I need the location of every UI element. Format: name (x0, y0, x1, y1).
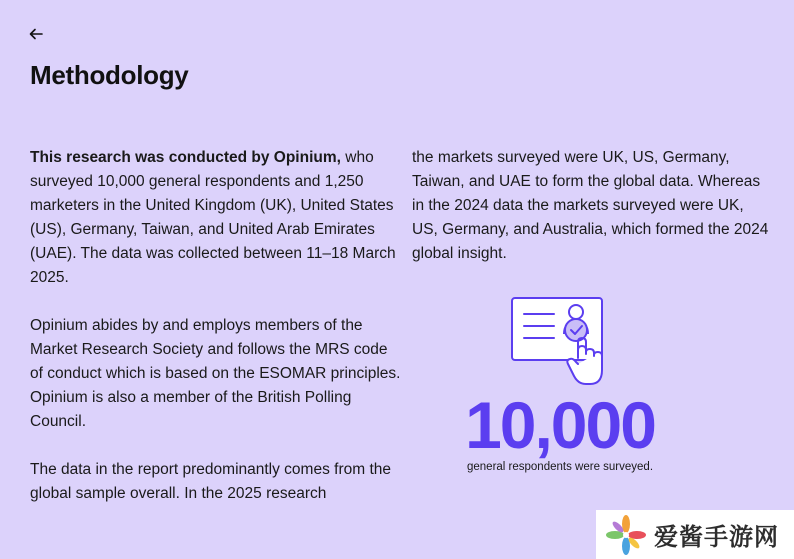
pinwheel-logo-icon (604, 513, 648, 557)
respondent-count: 10,000 (465, 388, 655, 462)
site-watermark (596, 510, 794, 559)
intro-body-text: who surveyed 10,000 general respondents and 1,250 marketers in the United Kingdom (UK), United States (US), Germany, Taiwan, and United Arab Emirates (UAE). The data was collected between 11–18 March 2025. (30, 149, 396, 286)
back-button[interactable] (28, 22, 48, 44)
paragraph-sample-start: The data in the report predominantly comes from the global sample overall. In the 2025 research (30, 461, 391, 502)
paragraph-sample-continued: the markets surveyed were UK, US, Germany, Taiwan, and UAE to form the global data. Whereas in the 2024 data the markets surveyed were UK, US, Germany, and Australia, which formed the 2024 global insight. (412, 149, 769, 262)
methodology-left-column (30, 146, 402, 530)
paragraph-intro (30, 146, 402, 290)
paragraph-opinium-standards: Opinium abides by and employs members of the Market Research Society and follows the MRS code of conduct which is based on the ESOMAR principles. Opinium is also a member of the British Polling Council. (30, 317, 401, 430)
respondent-count-caption: general respondents were surveyed. (466, 461, 654, 473)
watermark-text: 爱酱手游网 (654, 524, 779, 551)
intro-lead-text: This research was conducted by Opinium, (30, 149, 341, 166)
survey-checklist-icon (508, 294, 618, 390)
methodology-right-column (412, 146, 772, 290)
arrow-left-icon (28, 26, 44, 42)
page-title: Methodology (30, 60, 189, 90)
